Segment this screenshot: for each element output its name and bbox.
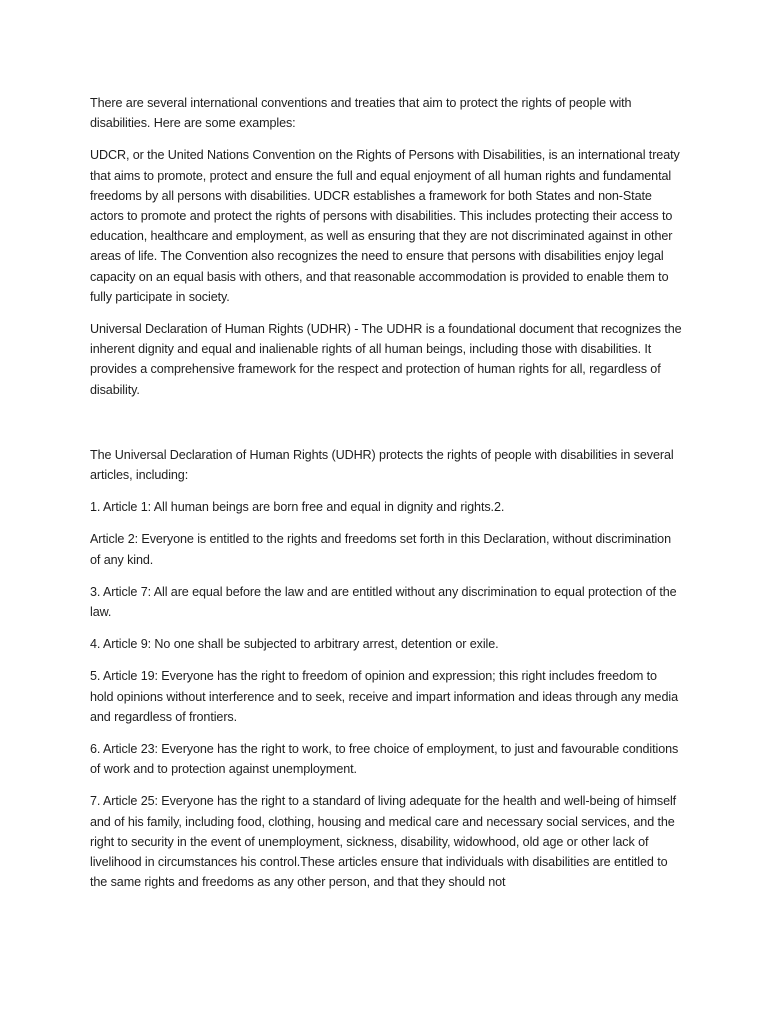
article-1-paragraph: 1. Article 1: All human beings are born free and equal in dignity and rights.2. [90,500,505,515]
crpd-paragraph: UDCR, or the United Nations Convention on the Rights of Persons with Disabilities, is an international treaty that aims to promote, protect and ensure the full and equal enjoyment of all human rights and fundamental freedoms by all persons with disabilities. UDCR establishes a framework for both States and non-State actors to promote and protect the rights of persons with disabilities. This includes protecting their access to education, healthcare and employment, as well as ensuring that they are not discriminated against in other areas of life. The Convention also recognizes the need to ensure that persons with disabilities enjoy legal capacity on an equal basis with others, and that reasonable accommodation is provided to enable them to fully participate in society. [90,148,680,304]
udhr-articles-intro-paragraph: The Universal Declaration of Human Rights (UDHR) protects the rights of people with disabilities in several articles, including: [90,447,674,483]
article-23-paragraph: 6. Article 23: Everyone has the right to work, to free choice of employment, to just and favourable conditions of work and to protection against unemployment. [90,742,679,777]
article-9-paragraph: 4. Article 9: No one shall be subjected to arbitrary arrest, detention or exile. [90,637,499,652]
article-7-paragraph: 3. Article 7: All are equal before the law and are entitled without any discrimination to equal protection of the law. [90,584,677,620]
article-2-paragraph: Article 2: Everyone is entitled to the rights and freedoms set forth in this Declaration, without discrimination of any kind. [90,532,671,567]
udhr-paragraph: Universal Declaration of Human Rights (UDHR) - The UDHR is a foundational document that recognizes the inherent dignity and equal and inalienable rights of all human beings, including those with disabilities. It provides a comprehensive framework for the respect and protection of human rights for all, regardless of disability. [90,322,682,397]
article-19-paragraph: 5. Article 19: Everyone has the right to freedom of opinion and expression; this right includes freedom to hold opinions without interference and to seek, receive and impart information and ideas through any media and regardless of frontiers. [90,669,678,724]
document-body [90,93,682,905]
intro-paragraph: There are several international conventions and treaties that aim to protect the rights of people with disabilities. Here are some examples: [90,96,632,131]
article-25-paragraph: 7. Article 25: Everyone has the right to a standard of living adequate for the health and well-being of himself and of his family, including food, clothing, housing and medical care and necessary social services, and the right to security in the event of unemployment, sickness, disability, widowhood, old age or other lack of livelihood in circumstances his control.These articles ensure that individuals with disabilities are entitled to the same rights and freedoms as any other person, and that they should not [90,794,677,890]
